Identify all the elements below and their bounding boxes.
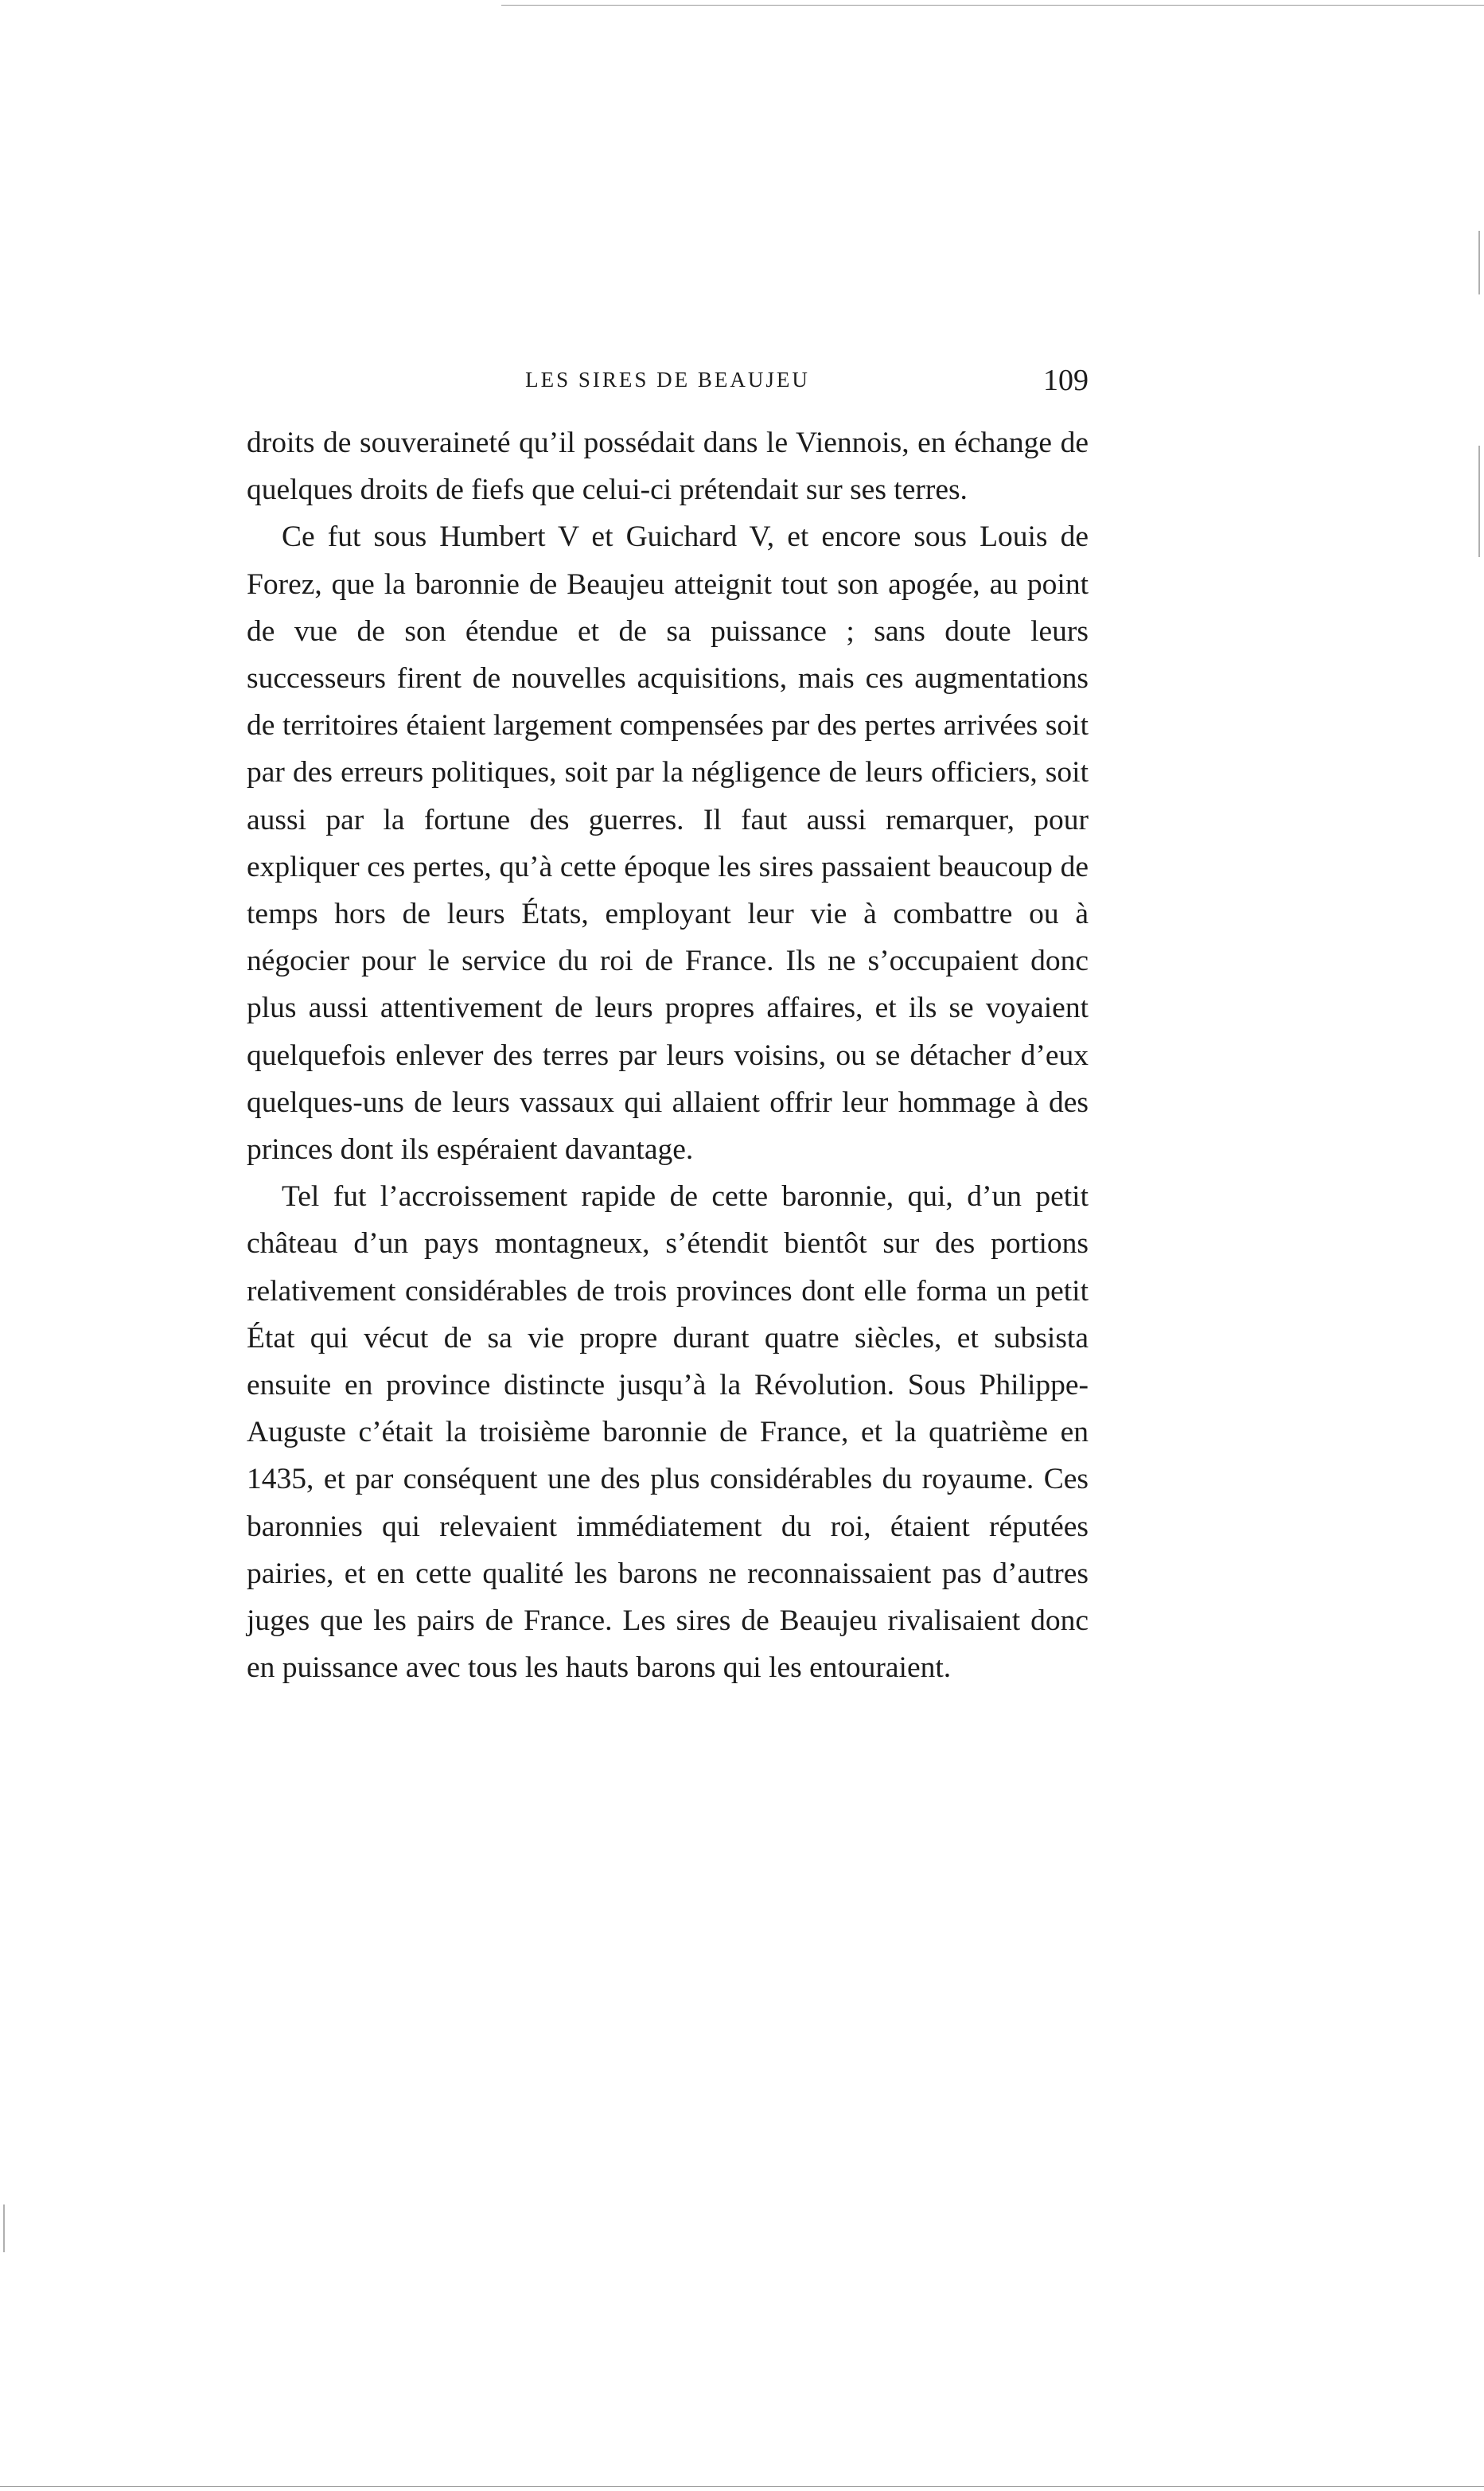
bottom-scan-rule (0, 2486, 1484, 2487)
page-number: 109 (1043, 364, 1089, 397)
body-text (247, 419, 1089, 1691)
paragraph-2: Ce fut sous Humbert V et Guichard V, et encore sous Louis de Forez, que la baronnie de Beaujeu atteignit tout son apogée, au point de vue de son étendue et de sa puissance ; sans doute leurs successeurs firent de nouvelles acquisitions, mais ces augmentations de territoires étaient largement compensées par des pertes arrivées soit par des erreurs politiques, soit par la négligence de leurs officiers, soit aussi par la fortune des guerres. Il faut aussi remarquer, pour expliquer ces pertes, qu’à cette époque les sires passaient beaucoup de temps hors de leurs États, employant leur vie à combattre ou à négocier pour le service du roi de France. Ils ne s’occupaient donc plus aussi attentivement de leurs propres affaires, et ils se voyaient quelquefois enlever des terres par leurs voisins, ou se détacher d’eux quelques-uns de leurs vassaux qui allaient offrir leur hommage à des princes dont ils espéraient davantage. (247, 520, 1089, 1167)
page-header (247, 364, 1089, 400)
running-title: LES SIRES DE BEAUJEU (525, 368, 810, 392)
paragraph-1: droits de souveraineté qu’il possédait dans le Viennois, en échange de quelques droits de fiefs que celui-ci prétendait sur ses terres. (247, 427, 1089, 507)
right-edge-mark (1478, 231, 1480, 294)
paragraph-3: Tel fut l’accroissement rapide de cette baronnie, qui, d’un petit château d’un pays montagneux, s’étendit bientôt sur des portions relativement considérables de trois provinces dont elle forma un petit État qui vécut de sa vie propre durant quatre siècles, et subsista ensuite en province distincte jusqu’à la Révolution. Sous Philippe-Auguste c’était la troisième baronnie de France, et la quatrième en 1435, et par conséquent une des plus considérables du royaume. Ces baronnies qui relevaient immédiatement du roi, étaient réputées pairies, et en cette qualité les barons ne reconnaissaient pas d’autres juges que les pairs de France. Les sires de Beaujeu rivalisaient donc en puissance avec tous les hauts barons qui les entouraient. (247, 1180, 1089, 1685)
right-edge-mark (1478, 446, 1480, 557)
top-scan-rule (501, 5, 1484, 6)
left-edge-mark (3, 2204, 5, 2252)
